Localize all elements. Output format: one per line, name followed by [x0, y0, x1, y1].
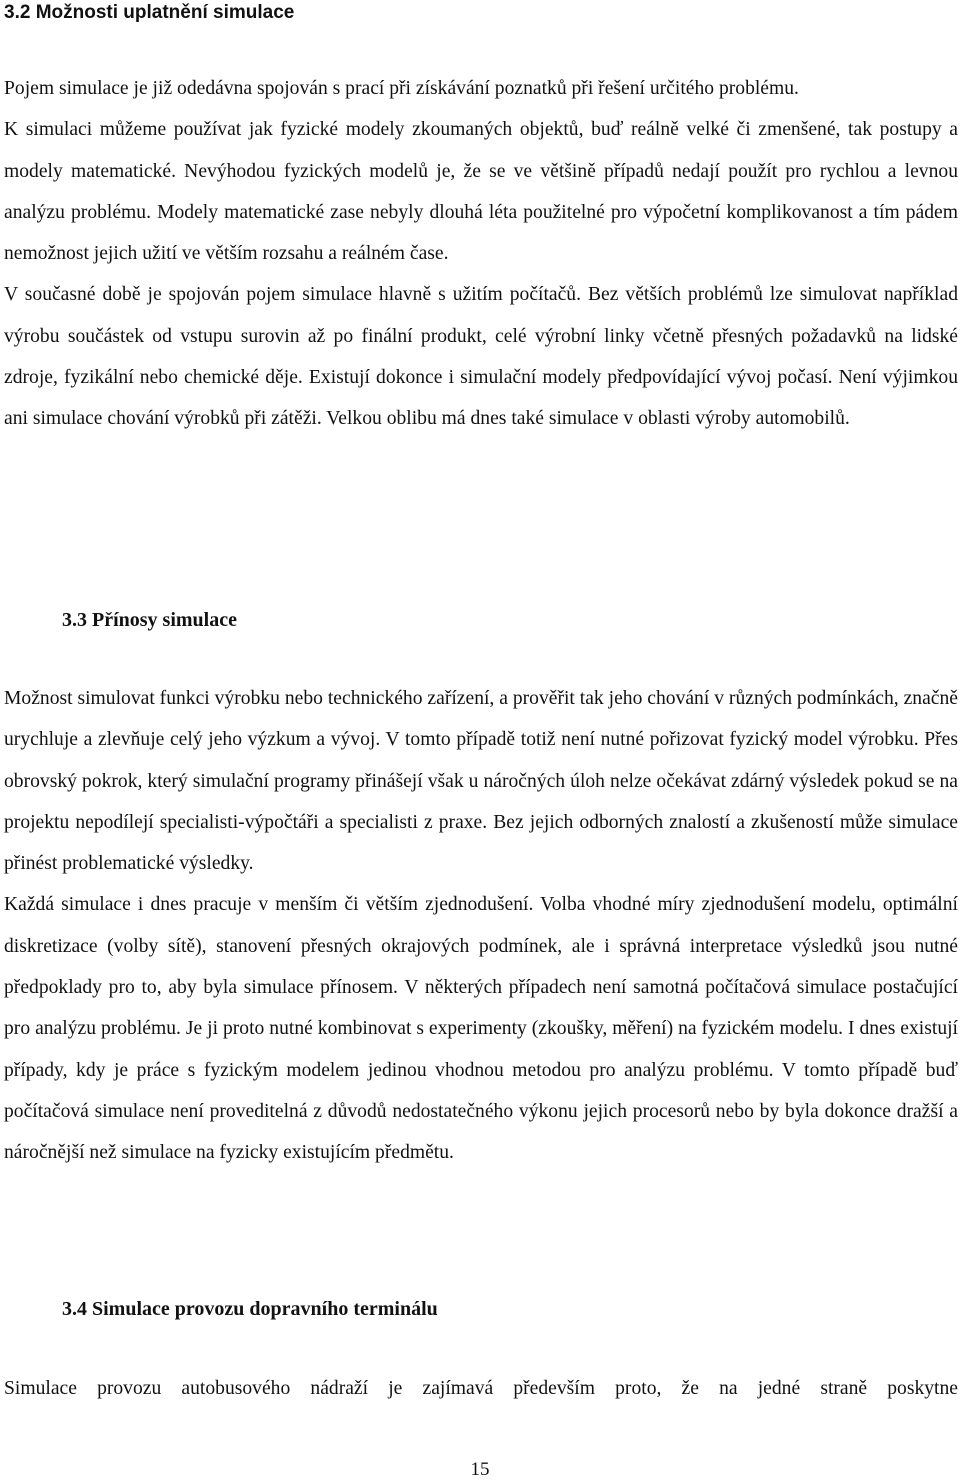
- section-heading-3-4: 3.4 Simulace provozu dopravního terminálu: [62, 1298, 438, 1320]
- section-body-3-3: [4, 678, 958, 1174]
- section-body-3-4: [4, 1368, 958, 1409]
- page-number: 15: [470, 1459, 490, 1480]
- paragraph: Pojem simulace je již odedávna spojován s prací při získávání poznatků při řešení určitého problému.: [4, 78, 799, 99]
- paragraph: Každá simulace i dnes pracuje v menším či větším zjednodušení. Volba vhodné míry zjednodušení modelu, optimální diskretizace (volby sítě), stanovení přesných okrajových podmínek, ale i správná interpretace výsledků jsou nutné předpoklady pro to, aby byla simulace přínosem. V některých případech není samotná počítačová simulace postačující pro analýzu problému. Je ji proto nutné kombinovat s experimenty (zkoušky, měření) na fyzickém modelu. I dnes existují případy, kdy je práce s fyzickým modelem jedinou vhodnou metodou pro analýzu problému. V tomto případě buď počítačová simulace není proveditelná z důvodů nedostatečného výkonu jejich procesorů nebo by byla dokonce dražší a náročnější než simulace na fyzicky existujícím předmětu.: [4, 894, 958, 1164]
- paragraph: V současné době je spojován pojem simulace hlavně s užitím počítačů. Bez větších problémů lze simulovat například výrobu součástek od vstupu surovin až po finální produkt, celé výrobní linky včetně přesných požadavků na lidské zdroje, fyzikální nebo chemické děje. Existují dokonce i simulační modely předpovídající vývoj počasí. Není výjimkou ani simulace chování výrobků při zátěži. Velkou oblibu má dnes také simulace v oblasti výroby automobilů.: [4, 284, 958, 430]
- section-body-3-2: [4, 68, 958, 440]
- paragraph: K simulaci můžeme používat jak fyzické modely zkoumaných objektů, buď reálně velké či zmenšené, tak postupy a modely matematické. Nevýhodou fyzických modelů je, že se ve většině případů nedají použít pro rychlou a levnou analýzu problému. Modely matematické zase nebyly dlouhá léta použitelné pro výpočetní komplikovanost a tím pádem nemožnost jejich užití ve větším rozsahu a reálném čase.: [4, 119, 958, 265]
- section-heading-3-3: 3.3 Přínosy simulace: [62, 609, 237, 631]
- paragraph: Simulace provozu autobusového nádraží je zajímavá především proto, že na jedné straně poskytne: [4, 1378, 958, 1399]
- section-heading-3-2: 3.2 Možnosti uplatnění simulace: [4, 2, 295, 23]
- paragraph: Možnost simulovat funkci výrobku nebo technického zařízení, a prověřit tak jeho chování v různých podmínkách, značně urychluje a zlevňuje celý jeho výzkum a vývoj. V tomto případě totiž není nutné pořizovat fyzický model výrobku. Přes obrovský pokrok, který simulační programy přinášejí však u náročných úloh nelze očekávat zdárný výsledek pokud se na projektu nepodílejí specialisti-výpočtáři a specialisti z praxe. Bez jejich odborných znalostí a zkušeností může simulace přinést problematické výsledky.: [4, 688, 958, 875]
